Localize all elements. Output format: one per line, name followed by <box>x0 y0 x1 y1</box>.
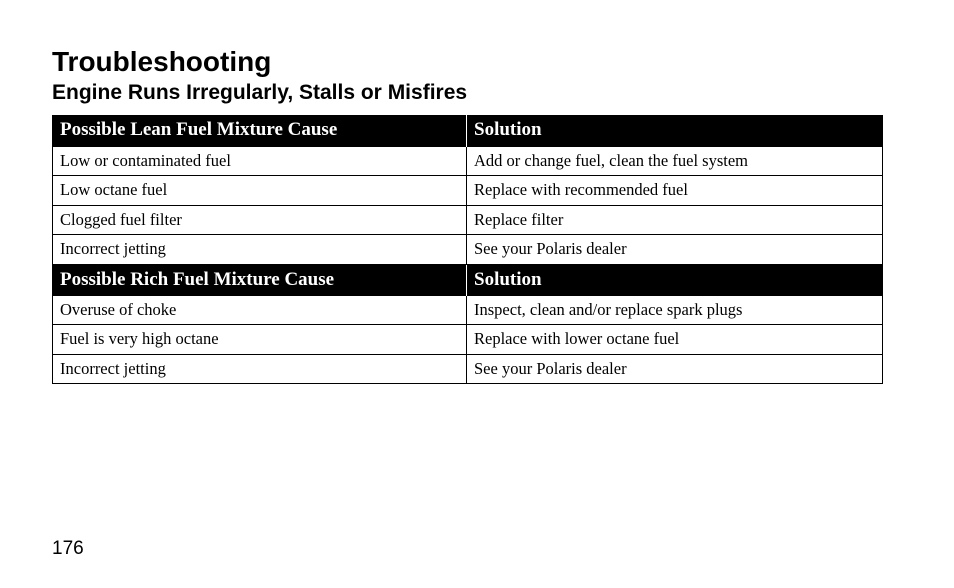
lean-cause-header: Possible Lean Fuel Mixture Cause <box>53 115 467 146</box>
cause-cell: Incorrect jetting <box>53 354 467 384</box>
solution-cell: Add or change fuel, clean the fuel system <box>467 146 883 176</box>
troubleshooting-table <box>52 115 883 384</box>
cause-cell: Overuse of choke <box>53 295 467 325</box>
cause-cell: Clogged fuel filter <box>53 205 467 235</box>
page-title: Troubleshooting <box>52 46 272 77</box>
solution-cell: Replace with lower octane fuel <box>467 325 883 355</box>
cause-cell: Low or contaminated fuel <box>53 146 467 176</box>
table-row <box>53 354 883 384</box>
cause-cell: Fuel is very high octane <box>53 325 467 355</box>
table-row <box>53 146 883 176</box>
solution-cell: Inspect, clean and/or replace spark plugs <box>467 295 883 325</box>
table-row <box>53 205 883 235</box>
lean-header-row <box>53 115 883 146</box>
lean-solution-header: Solution <box>467 115 883 146</box>
page-number: 176 <box>52 538 84 559</box>
solution-cell: See your Polaris dealer <box>467 354 883 384</box>
section-subtitle: Engine Runs Irregularly, Stalls or Misfires <box>52 81 468 104</box>
rich-cause-header: Possible Rich Fuel Mixture Cause <box>53 264 467 295</box>
table-row <box>53 325 883 355</box>
table-row <box>53 176 883 206</box>
solution-cell: Replace with recommended fuel <box>467 176 883 206</box>
rich-header-row <box>53 264 883 295</box>
solution-cell: See your Polaris dealer <box>467 235 883 265</box>
solution-cell: Replace filter <box>467 205 883 235</box>
table-row <box>53 235 883 265</box>
cause-cell: Low octane fuel <box>53 176 467 206</box>
table-row <box>53 295 883 325</box>
cause-cell: Incorrect jetting <box>53 235 467 265</box>
rich-solution-header: Solution <box>467 264 883 295</box>
